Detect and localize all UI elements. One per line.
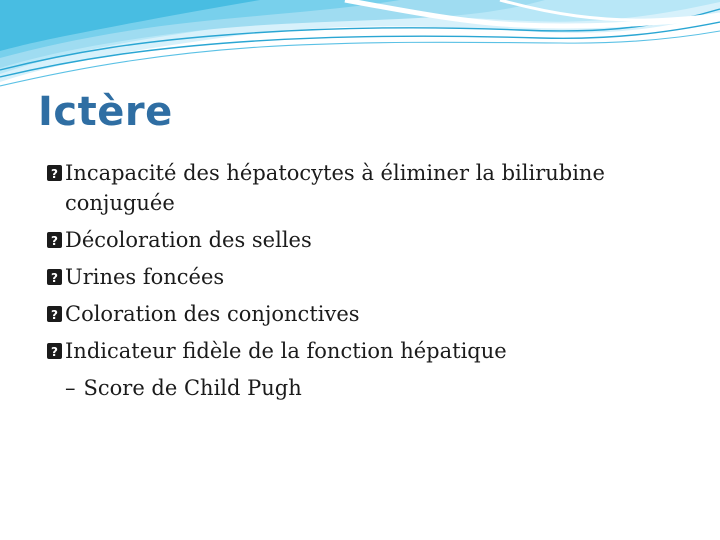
replacement-glyph-icon (47, 269, 62, 285)
bullet-item (47, 262, 697, 292)
bullet-text: Urines foncées (65, 265, 225, 289)
bullet-text: Coloration des conjonctives (65, 302, 360, 326)
dash-marker: – (65, 376, 76, 400)
sub-bullet-item (47, 373, 697, 403)
replacement-glyph-icon (47, 232, 62, 248)
bullet-list (47, 158, 697, 403)
replacement-glyph-icon (47, 306, 62, 322)
bullet-item (47, 225, 697, 255)
top-wave-decoration (0, 0, 720, 95)
bullet-item (47, 336, 697, 366)
bullet-item (47, 299, 697, 329)
slide-title: Ictère (38, 89, 173, 135)
bullet-item (47, 158, 697, 218)
replacement-glyph-icon (47, 343, 62, 359)
sub-bullet-text: Score de Child Pugh (83, 376, 302, 400)
replacement-glyph-icon (47, 165, 62, 181)
bullet-text: Incapacité des hépatocytes à éliminer la bilirubine conjuguée (65, 161, 605, 215)
bullet-text: Décoloration des selles (65, 228, 312, 252)
bullet-text: Indicateur fidèle de la fonction hépatique (65, 339, 507, 363)
